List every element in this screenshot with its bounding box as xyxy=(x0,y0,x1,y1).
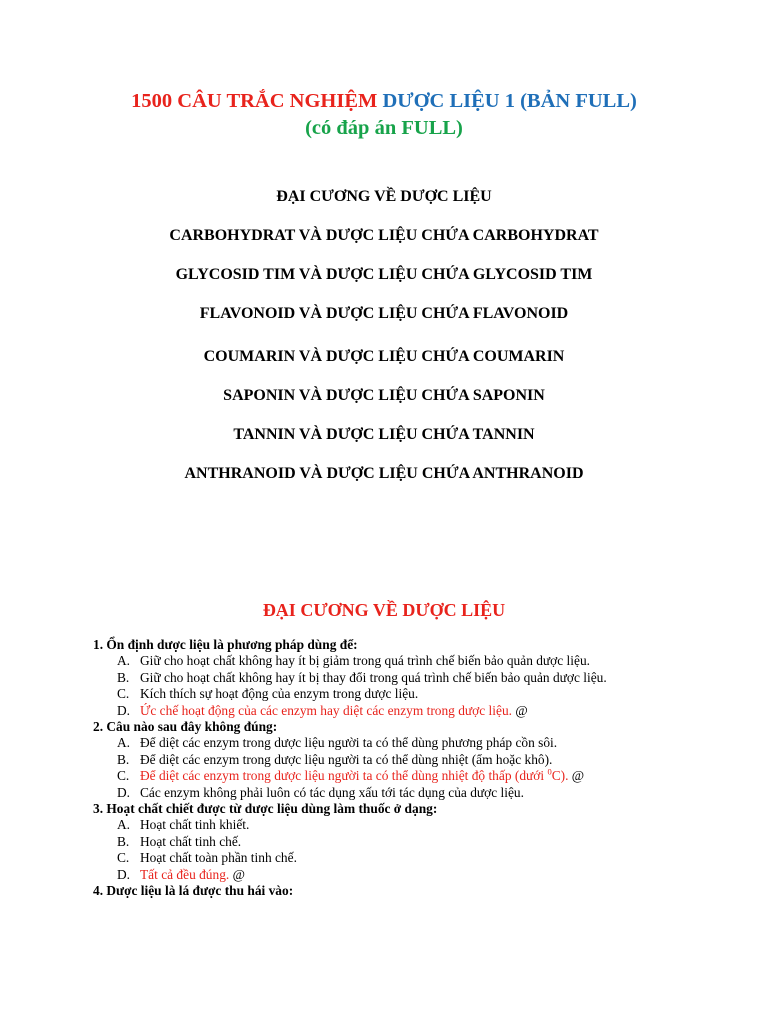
toc-item: COUMARIN VÀ DƯỢC LIỆU CHỨA COUMARIN xyxy=(203,348,565,365)
answer-option xyxy=(93,867,693,883)
option-letter: B. xyxy=(117,833,130,849)
correct-answer-marker: @ xyxy=(568,768,585,784)
section-heading: ĐẠI CƯƠNG VỀ DƯỢC LIỆU xyxy=(262,600,506,620)
question xyxy=(93,637,693,719)
toc-item: ANTHRANOID VÀ DƯỢC LIỆU CHỨA ANTHRANOID xyxy=(184,465,584,482)
answer-option xyxy=(93,653,693,669)
toc-item: ĐẠI CƯƠNG VỀ DƯỢC LIỆU xyxy=(276,188,492,205)
toc-item: SAPONIN VÀ DƯỢC LIỆU CHỨA SAPONIN xyxy=(223,387,545,404)
toc-item: TANNIN VÀ DƯỢC LIỆU CHỨA TANNIN xyxy=(233,426,535,443)
answer-option xyxy=(93,785,693,801)
option-letter: A. xyxy=(117,817,131,833)
option-letter: C. xyxy=(117,686,130,702)
answer-option xyxy=(93,834,693,850)
option-letter: A. xyxy=(117,653,131,669)
option-text: Giữ cho hoạt chất không hay ít bị giảm trong quá trình chế biến bảo quản dược liệu. xyxy=(140,653,590,669)
answer-option xyxy=(93,817,693,833)
title-part-1: 1500 CÂU TRẮC NGHIỆM xyxy=(131,90,378,112)
question xyxy=(93,883,693,899)
toc-item: GLYCOSID TIM VÀ DƯỢC LIỆU CHỨA GLYCOSID TIM xyxy=(175,266,593,283)
option-letter: B. xyxy=(117,751,130,767)
option-text: Hoạt chất tinh khiết. xyxy=(140,817,250,833)
question xyxy=(93,801,693,883)
answer-option xyxy=(93,850,693,866)
correct-answer-marker: @ xyxy=(229,866,245,882)
option-letter: C. xyxy=(117,768,130,784)
answer-option xyxy=(93,686,693,702)
question-stem: 4. Dược liệu là lá được thu hái vào: xyxy=(93,883,294,899)
option-letter: B. xyxy=(117,669,130,685)
option-text: Hoạt chất toàn phần tinh chế. xyxy=(140,850,297,866)
option-letter: D. xyxy=(117,866,131,882)
document-subtitle: (có đáp án FULL) xyxy=(305,117,463,139)
toc-item: FLAVONOID VÀ DƯỢC LIỆU CHỨA FLAVONOID xyxy=(199,305,569,322)
option-letter: D. xyxy=(117,784,131,800)
answer-option xyxy=(93,703,693,719)
question-stem: 1. Ổn định dược liệu là phương pháp dùng để: xyxy=(93,637,358,652)
option-text: Hoạt chất tinh chế. xyxy=(140,833,242,849)
option-text: Ức chế hoạt động của các enzym hay diệt các enzym trong dược liệu. xyxy=(140,702,512,718)
question-stem: 3. Hoạt chất chiết được từ dược liệu dùng làm thuốc ở dạng: xyxy=(93,801,438,817)
option-letter: A. xyxy=(117,735,131,751)
option-letter: C. xyxy=(117,850,130,866)
option-text: Để diệt các enzym trong dược liệu người ta có thể dùng nhiệt độ thấp (dưới xyxy=(140,768,548,784)
option-text: Giữ cho hoạt chất không hay ít bị thay đổi trong quá trình chế biến bảo quản dược liệu. xyxy=(140,669,607,685)
option-text: Kích thích sự hoạt động của enzym trong dược liệu. xyxy=(140,686,419,702)
document-title xyxy=(0,88,768,114)
option-text: Để diệt các enzym trong dược liệu người ta có thể dùng phương pháp cồn sôi. xyxy=(140,735,558,751)
toc-item: CARBOHYDRAT VÀ DƯỢC LIỆU CHỨA CARBOHYDRAT xyxy=(169,227,599,244)
superscript: 0 xyxy=(547,766,552,777)
question-list xyxy=(93,637,693,900)
answer-option xyxy=(93,752,693,768)
option-letter: D. xyxy=(117,702,131,718)
option-text: Để diệt các enzym trong dược liệu người ta có thể dùng nhiệt (ẩm hoặc khô). xyxy=(140,751,553,767)
option-text-after: C). xyxy=(551,768,569,784)
question xyxy=(93,719,693,801)
option-text: Tất cả đều đúng. xyxy=(140,866,230,882)
question-stem: 2. Câu nào sau đây không đúng: xyxy=(93,719,278,735)
option-text: Các enzym không phải luôn có tác dụng xấu tới tác dụng của dược liệu. xyxy=(140,784,524,800)
answer-option xyxy=(93,735,693,751)
answer-option xyxy=(93,768,693,784)
correct-answer-marker: @ xyxy=(511,702,528,718)
answer-option xyxy=(93,670,693,686)
title-part-2: DƯỢC LIỆU 1 (BẢN FULL) xyxy=(382,90,637,112)
